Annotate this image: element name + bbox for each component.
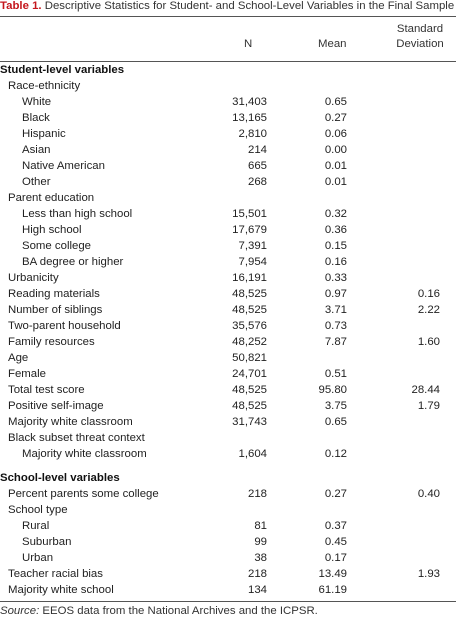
row-label: Urban <box>22 552 54 564</box>
table-row <box>0 190 456 206</box>
table-row <box>0 366 456 382</box>
cell-mean: 13.49 <box>318 568 347 580</box>
table-row <box>0 430 456 446</box>
cell-n: 81 <box>254 520 267 532</box>
row-label: Other <box>22 176 51 188</box>
section-heading-label: School-level variables <box>0 472 120 484</box>
cell-mean: 0.16 <box>324 256 347 268</box>
column-header-n: N <box>244 38 253 50</box>
cell-n: 15,501 <box>232 208 267 220</box>
row-label: Number of siblings <box>8 304 103 316</box>
cell-mean: 0.15 <box>324 240 347 252</box>
row-label: Native American <box>22 160 105 172</box>
cell-n: 48,252 <box>232 336 267 348</box>
table-row <box>0 350 456 366</box>
source-note <box>0 604 318 618</box>
cell-n: 48,525 <box>232 400 267 412</box>
cell-n: 2,810 <box>238 128 267 140</box>
cell-n: 48,525 <box>232 288 267 300</box>
row-label: Total test score <box>8 384 85 396</box>
table-row <box>0 94 456 110</box>
cell-n: 99 <box>254 536 267 548</box>
cell-n: 31,403 <box>232 96 267 108</box>
column-header-sd-line2: Deviation <box>396 38 444 50</box>
cell-n: 17,679 <box>232 224 267 236</box>
cell-n: 50,821 <box>232 352 267 364</box>
cell-mean: 0.65 <box>324 416 347 428</box>
cell-n: 1,604 <box>238 448 267 460</box>
row-label: Less than high school <box>22 208 133 220</box>
row-label: Parent education <box>8 192 95 204</box>
table-row <box>0 206 456 222</box>
cell-mean: 0.01 <box>324 176 347 188</box>
cell-n: 35,576 <box>232 320 267 332</box>
cell-sd: 1.93 <box>417 568 440 580</box>
table-row <box>0 142 456 158</box>
student-rows <box>0 78 456 462</box>
cell-mean: 0.73 <box>324 320 347 332</box>
cell-mean: 0.97 <box>324 288 347 300</box>
table-row <box>0 78 456 94</box>
section-spacer <box>0 462 456 470</box>
cell-n: 7,954 <box>238 256 267 268</box>
row-label: Urbanicity <box>8 272 59 284</box>
cell-mean: 95.80 <box>318 384 347 396</box>
cell-n: 48,525 <box>232 304 267 316</box>
row-label: Race-ethnicity <box>8 80 81 92</box>
row-label: Age <box>8 352 29 364</box>
cell-sd: 0.40 <box>417 488 440 500</box>
row-label: School type <box>8 504 68 516</box>
cell-sd: 1.60 <box>417 336 440 348</box>
cell-n: 31,743 <box>232 416 267 428</box>
bottom-rule <box>0 601 456 602</box>
table-number: Table 1. <box>0 0 42 12</box>
table-row <box>0 550 456 566</box>
cell-mean: 0.32 <box>324 208 347 220</box>
row-label: Asian <box>22 144 51 156</box>
row-label: Majority white classroom <box>22 448 147 460</box>
row-label: Reading materials <box>8 288 100 300</box>
table-row <box>0 446 456 462</box>
table-row <box>0 534 456 550</box>
cell-mean: 3.75 <box>324 400 347 412</box>
row-label: High school <box>22 224 82 236</box>
table-row <box>0 318 456 334</box>
row-label: Some college <box>22 240 92 252</box>
cell-mean: 0.37 <box>324 520 347 532</box>
cell-mean: 0.12 <box>324 448 347 460</box>
row-label: Family resources <box>8 336 95 348</box>
table-row <box>0 238 456 254</box>
table-row <box>0 502 456 518</box>
table-row <box>0 382 456 398</box>
row-label: Rural <box>22 520 50 532</box>
table-row <box>0 518 456 534</box>
table-row <box>0 566 456 582</box>
cell-n: 268 <box>247 176 267 188</box>
table-row <box>0 334 456 350</box>
table-row <box>0 302 456 318</box>
table-row <box>0 398 456 414</box>
cell-n: 16,191 <box>232 272 267 284</box>
cell-mean: 0.01 <box>324 160 347 172</box>
cell-n: 13,165 <box>232 112 267 124</box>
table-row <box>0 270 456 286</box>
cell-mean: 3.71 <box>324 304 347 316</box>
table-row <box>0 174 456 190</box>
cell-n: 7,391 <box>238 240 267 252</box>
section-heading-school <box>0 470 456 486</box>
section-heading-student <box>0 62 456 78</box>
column-header-sd <box>385 22 455 52</box>
row-label: Positive self-image <box>8 400 104 412</box>
cell-n: 665 <box>247 160 267 172</box>
table-title-text: Descriptive Statistics for Student- and School-Level Variables in the Final Sample <box>44 0 455 12</box>
row-label: Hispanic <box>22 128 66 140</box>
section-heading-label: Student-level variables <box>0 64 125 76</box>
table-row <box>0 414 456 430</box>
table-row <box>0 126 456 142</box>
row-label: White <box>22 96 52 108</box>
table-row <box>0 222 456 238</box>
table-body <box>0 62 456 598</box>
school-rows <box>0 486 456 598</box>
cell-mean: 0.36 <box>324 224 347 236</box>
source-label: Source: <box>0 605 40 617</box>
row-label: Female <box>8 368 46 380</box>
row-label: Suburban <box>22 536 72 548</box>
cell-mean: 0.00 <box>324 144 347 156</box>
row-label: Black subset threat context <box>8 432 145 444</box>
cell-n: 24,701 <box>232 368 267 380</box>
column-header-sd-line1: Standard <box>396 23 444 35</box>
table-row <box>0 486 456 502</box>
cell-mean: 7.87 <box>324 336 347 348</box>
table-row <box>0 254 456 270</box>
cell-mean: 0.33 <box>324 272 347 284</box>
row-label: Majority white school <box>8 584 114 596</box>
cell-mean: 0.17 <box>324 552 347 564</box>
cell-sd: 2.22 <box>417 304 440 316</box>
row-label: Majority white classroom <box>8 416 133 428</box>
row-label: Two-parent household <box>8 320 121 332</box>
top-rule <box>0 16 456 17</box>
column-header-mean: Mean <box>318 38 347 50</box>
cell-n: 218 <box>247 488 267 500</box>
table-caption <box>0 0 456 14</box>
source-text: EEOS data from the National Archives and the ICPSR. <box>39 605 318 617</box>
cell-n: 48,525 <box>232 384 267 396</box>
cell-mean: 0.45 <box>324 536 347 548</box>
table-row <box>0 110 456 126</box>
row-label: Percent parents some college <box>8 488 159 500</box>
cell-sd: 1.79 <box>417 400 440 412</box>
row-label: Teacher racial bias <box>8 568 103 580</box>
cell-mean: 0.27 <box>324 488 347 500</box>
row-label: BA degree or higher <box>22 256 124 268</box>
cell-sd: 0.16 <box>417 288 440 300</box>
cell-mean: 0.65 <box>324 96 347 108</box>
table-row <box>0 286 456 302</box>
cell-mean: 0.27 <box>324 112 347 124</box>
cell-n: 218 <box>247 568 267 580</box>
cell-n: 38 <box>254 552 267 564</box>
cell-n: 214 <box>247 144 267 156</box>
cell-sd: 28.44 <box>411 384 440 396</box>
cell-mean: 0.06 <box>324 128 347 140</box>
cell-n: 134 <box>247 584 267 596</box>
row-label: Black <box>22 112 50 124</box>
cell-mean: 61.19 <box>318 584 347 596</box>
cell-mean: 0.51 <box>324 368 347 380</box>
table-row <box>0 158 456 174</box>
table-row <box>0 582 456 598</box>
